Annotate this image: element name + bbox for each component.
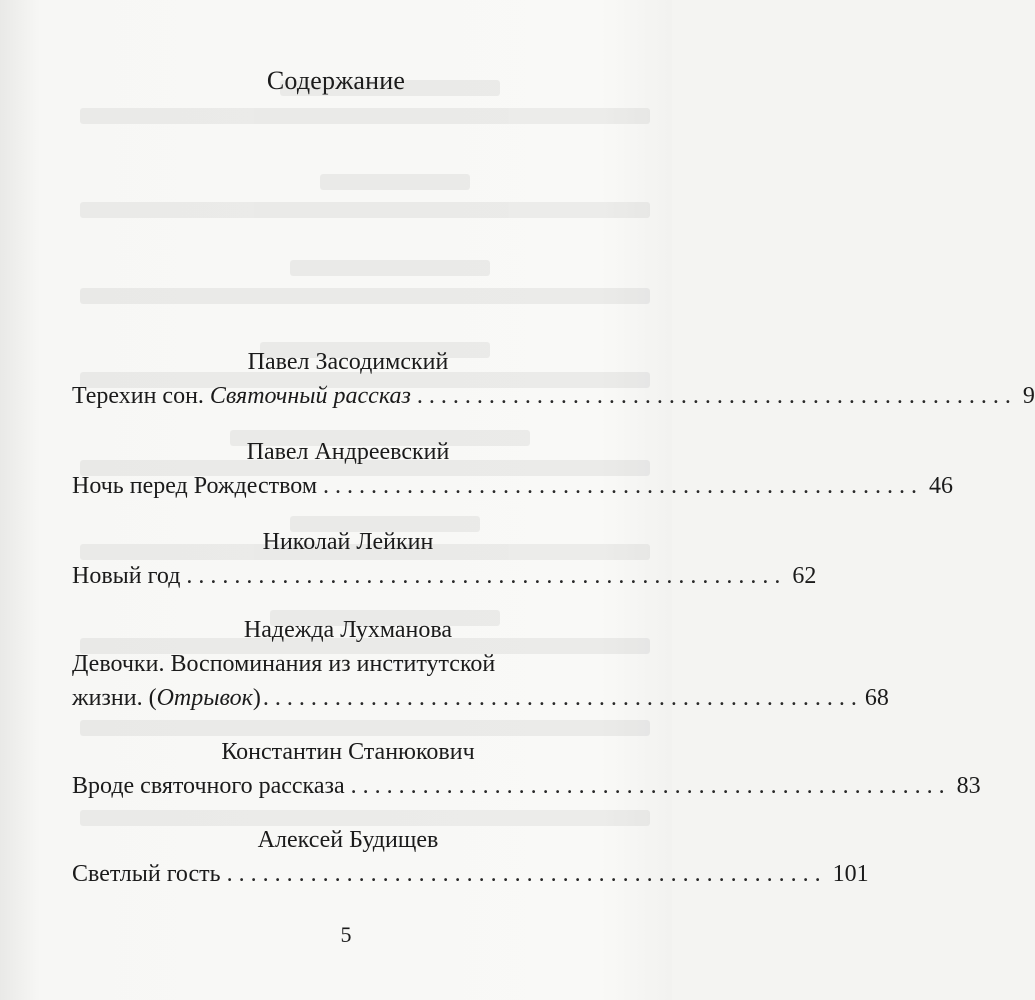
work-title: Светлый гость <box>72 861 221 887</box>
page-ref: 83 <box>956 773 981 799</box>
work-title: Ночь перед Рождеством <box>72 473 318 499</box>
dot-leader: .................................................. <box>262 685 863 711</box>
toc-entry <box>72 525 817 613</box>
work-title: Вроде святочного рассказа <box>72 773 345 799</box>
author-name: Николай Лейкин <box>262 529 434 555</box>
work-title-line2: жизни. ( <box>72 685 157 711</box>
page-title: Содержание <box>266 66 406 95</box>
dot-leader: .................................................. <box>416 383 1017 409</box>
page-ref: 101 <box>832 861 869 887</box>
dot-leader: .................................................. <box>226 861 827 887</box>
work-subtitle: Святочный рассказ <box>209 383 411 409</box>
table-of-contents <box>72 345 1035 893</box>
toc-row[interactable] <box>72 681 889 715</box>
toc-entry <box>72 823 869 893</box>
author-name: Надежда Лухманова <box>243 617 453 643</box>
page-ref: 62 <box>792 563 817 589</box>
toc-entry <box>72 613 889 735</box>
author-name: Павел Засодимский <box>247 349 449 375</box>
author-name: Павел Андреевский <box>246 439 450 465</box>
toc-entry <box>72 735 981 823</box>
toc-row[interactable] <box>72 379 1035 413</box>
toc-entry <box>72 345 1035 435</box>
toc-entry <box>72 435 954 525</box>
work-subtitle: Отрывок <box>156 685 253 711</box>
page-number: 5 <box>340 922 352 947</box>
toc-row[interactable] <box>72 857 869 891</box>
dot-leader: .................................................. <box>323 473 924 499</box>
page-ref: 68 <box>864 685 889 711</box>
dot-leader: .................................................. <box>186 563 787 589</box>
work-title-line1[interactable]: Девочки. Воспоминания из институтской <box>72 651 496 677</box>
work-title: Терехин сон. <box>72 383 210 409</box>
toc-row[interactable] <box>72 769 981 803</box>
work-title: Новый год <box>72 563 181 589</box>
work-title-line2-end: ) <box>252 685 261 711</box>
dot-leader: .................................................. <box>350 773 951 799</box>
page-ref: 46 <box>929 473 954 499</box>
toc-row[interactable] <box>72 469 954 503</box>
author-name: Алексей Будищев <box>257 827 439 853</box>
author-name: Константин Станюкович <box>221 739 475 765</box>
toc-row[interactable] <box>72 559 817 593</box>
page-ref: 9 <box>1022 383 1035 409</box>
